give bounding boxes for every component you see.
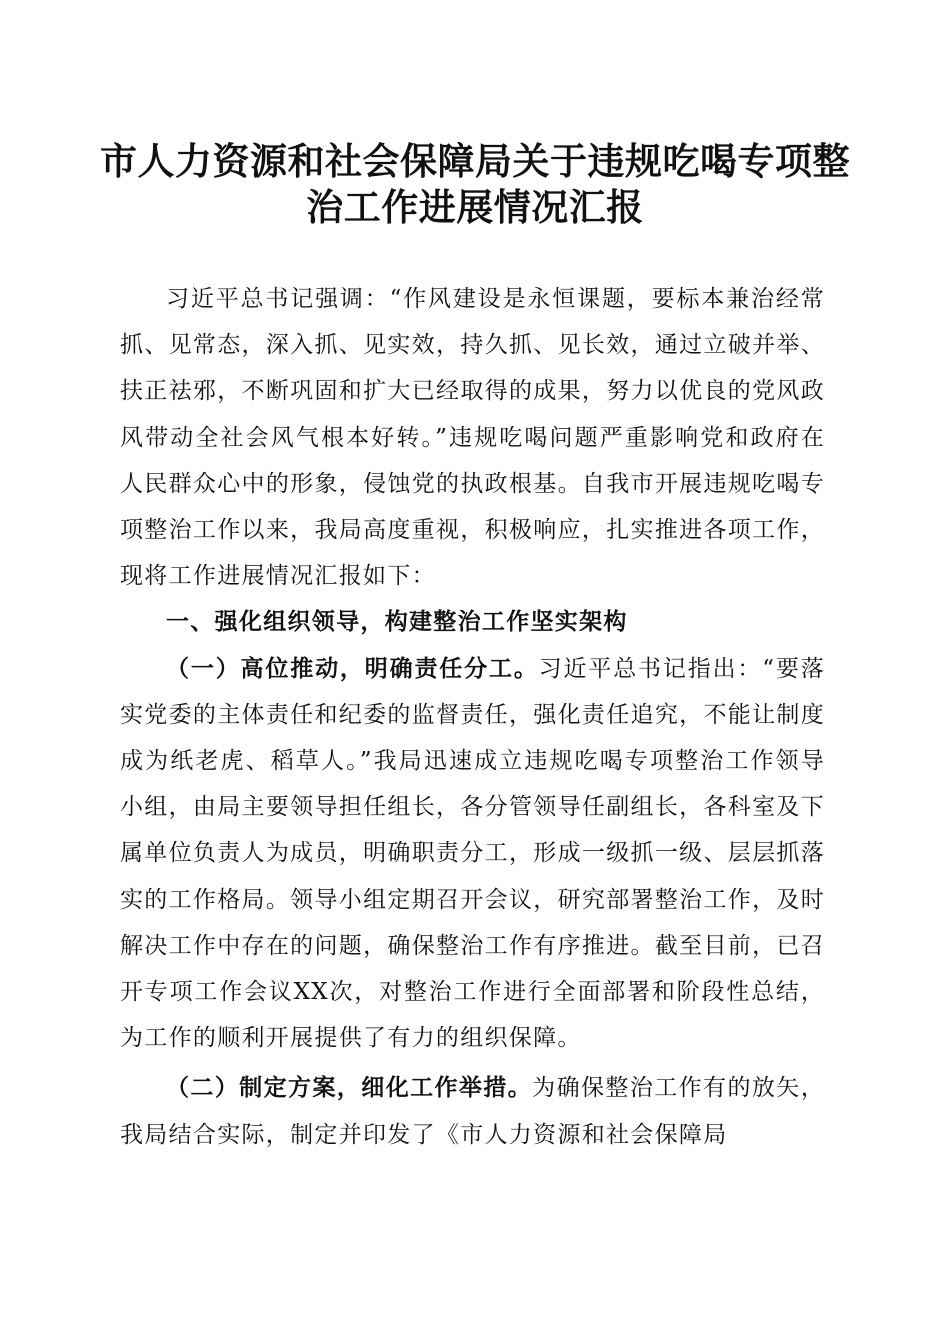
item-2-body: 为确保整治工作有的放矢，我局结合实际，制定并印发了《市人力资源和社会保障局 bbox=[120, 1075, 825, 1148]
item-1-body: 习近平总书记指出：“要落实党委的主体责任和纪委的监督责任，强化责任追究，不能让制度成为纸老虎、稻草人。”我局迅速成立违规吃喝专项整治工作领导小组，由局主要领导担任组长，各分管领导任副组长，各科室及下属单位负责人为成员，明确职责分工，形成一级抓一级、层层抓落实的工作格局。领导小组定期召开会议，研究部署整治工作，及时解决工作中存在的问题，确保整治工作有序推进。截至目前，已召开专项工作会议XX次，对整治工作进行全面部署和阶段性总结，为工作的顺利开展提供了有力的组织保障。 bbox=[120, 655, 826, 1052]
document-body bbox=[120, 276, 825, 1158]
title-line-1: 市人力资源和社会保障局关于违规吃喝专项整 bbox=[100, 139, 850, 183]
section-heading-1: 一、强化组织领导，构建整治工作坚实架构 bbox=[166, 609, 628, 636]
item-2-title: （二）制定方案，细化工作举措。 bbox=[166, 1074, 533, 1102]
item-2-paragraph bbox=[120, 1065, 825, 1157]
item-1-paragraph bbox=[120, 646, 825, 1062]
item-1-title: （一）高位推动，明确责任分工。 bbox=[166, 654, 539, 682]
title-line-2: 治工作进展情况汇报 bbox=[306, 185, 644, 229]
document-title bbox=[100, 138, 850, 230]
intro-paragraph: 习近平总书记强调：“作风建设是永恒课题，要标本兼治经常抓、见常态，深入抓、见实效，持久抓、见长效，通过立破并举、扶正祛邪，不断巩固和扩大已经取得的成果，努力以优良的党风政风带动全社会风气根本好转。”违规吃喝问题严重影响党和政府在人民群众心中的形象，侵蚀党的执政根基。自我市开展违规吃喝专项整治工作以来，我局高度重视，积极响应，扎实推进各项工作，现将工作进展情况汇报如下： bbox=[120, 286, 825, 590]
